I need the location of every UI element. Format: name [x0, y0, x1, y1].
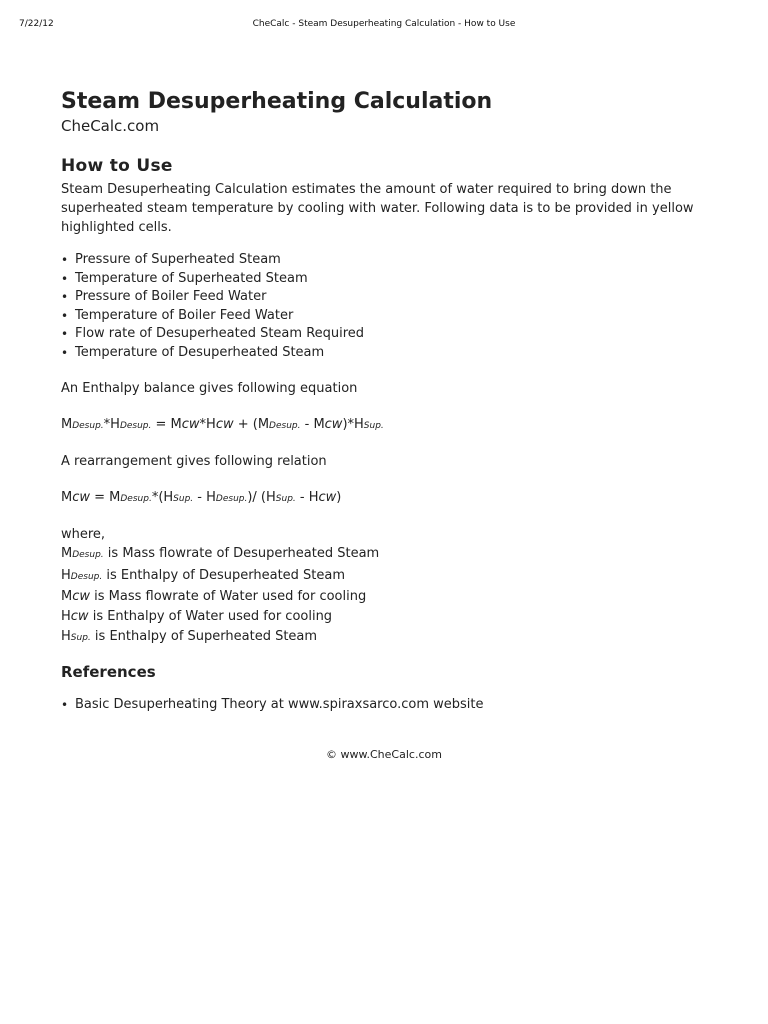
rearrangement-text: A rearrangement gives following relation [61, 453, 327, 469]
reference-item[interactable]: • Basic Desuperheating Theory at www.spiraxsarco.com website [75, 696, 711, 715]
balance-equation: MDesup.*HDesup. = Mcw*Hcw + (MDesup. - Mcw)*HSup. [61, 416, 384, 432]
list-item: • Temperature of Desuperheated Steam [75, 344, 711, 363]
definition-text: is Enthalpy of Superheated Steam [94, 628, 318, 644]
intro-paragraph: Steam Desuperheating Calculation estimates the amount of water required to bring down the superheated steam temperature by cooling with water. Following data is to be provided in yellow highlighted cells. [61, 182, 694, 235]
references-list [61, 696, 711, 715]
definitions [61, 525, 711, 649]
print-title: CheCalc - Steam Desuperheating Calculation - How to Use [252, 19, 516, 29]
balance-text: An Enthalpy balance gives following equation [61, 380, 358, 396]
footer-copyright: © www.CheCalc.com [326, 748, 442, 761]
page-title: Steam Desuperheating Calculation [61, 89, 493, 114]
definition-row: MDesup. is Mass flowrate of Desuperheated Steam [61, 546, 380, 562]
references-heading: References [61, 663, 156, 682]
definition-text: is Mass flowrate of Water used for cooling [94, 589, 367, 605]
definition-row: Mcw is Mass flowrate of Water used for cooling [61, 589, 367, 605]
site-name: CheCalc.com [61, 117, 160, 135]
how-to-use-heading: How to Use [61, 156, 173, 176]
definition-row: HSup. is Enthalpy of Superheated Steam [61, 628, 318, 644]
print-header [0, 19, 768, 33]
print-date: 7/22/12 [19, 19, 54, 29]
definition-row: HDesup. is Enthalpy of Desuperheated Steam [61, 567, 346, 583]
definition-text: is Enthalpy of Water used for cooling [92, 608, 333, 624]
list-item: • Temperature of Superheated Steam [75, 270, 711, 289]
list-item: • Temperature of Boiler Feed Water [75, 307, 711, 326]
input-list [61, 251, 711, 363]
definition-text: is Mass flowrate of Desuperheated Steam [107, 546, 380, 562]
definition-row: Hcw is Enthalpy of Water used for cooling [61, 608, 333, 624]
list-item: • Pressure of Superheated Steam [75, 251, 711, 270]
main-content [61, 88, 711, 715]
where-label: where, [61, 526, 106, 542]
list-item: • Flow rate of Desuperheated Steam Required [75, 325, 711, 344]
rearranged-equation: Mcw = MDesup.*(HSup. - HDesup.)/ (HSup. - Hcw) [61, 489, 342, 505]
list-item: • Pressure of Boiler Feed Water [75, 288, 711, 307]
definition-text: is Enthalpy of Desuperheated Steam [106, 567, 346, 583]
